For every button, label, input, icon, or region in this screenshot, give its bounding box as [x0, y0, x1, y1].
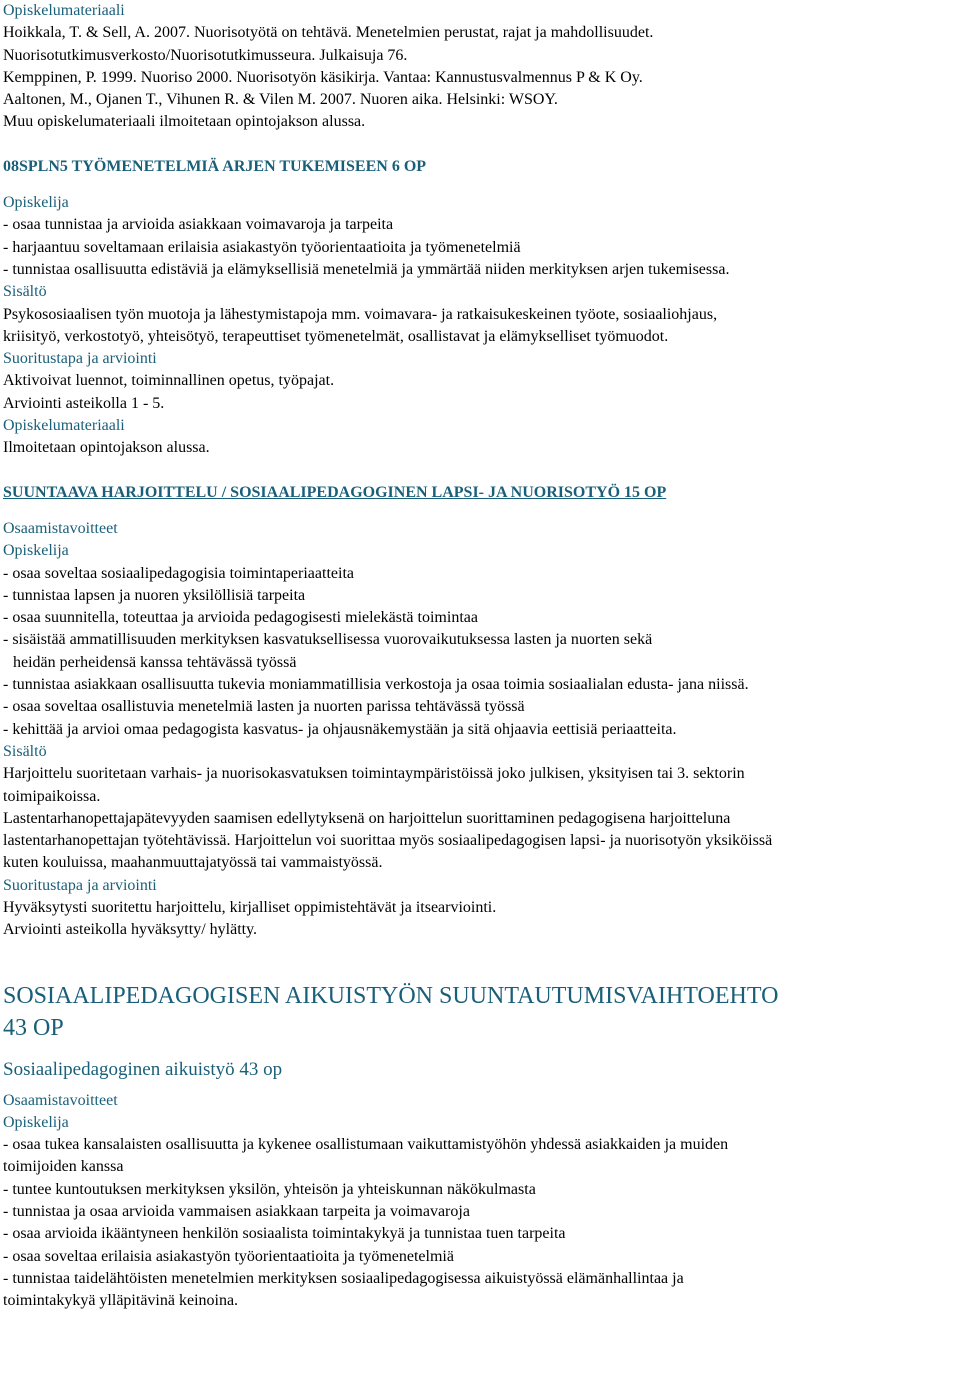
course-title: SUUNTAAVA HARJOITTELU / SOSIAALIPEDAGOGINEN LAPSI- JA NUORISOTYÖ 15 OP: [3, 483, 667, 501]
reference-line: Hoikkala, T. & Sell, A. 2007. Nuorisotyötä on tehtävä. Menetelmien perustat, rajat ja mahdollisuudet.: [3, 24, 654, 42]
learning-goal: - osaa soveltaa osallistuvia menetelmiä lasten ja nuorten parissa tehtävässä työssä: [3, 698, 525, 716]
module-title: Sosiaalipedagoginen aikuistyö 43 op: [3, 1058, 283, 1080]
reference-line: Aaltonen, M., Ojanen T., Vihunen R. & Vilen M. 2007. Nuoren aika. Helsinki: WSOY.: [3, 91, 558, 109]
references-heading: Opiskelumateriaali: [3, 2, 125, 19]
learning-goal: - tunnistaa osallisuutta edistäviä ja elämyksellisiä menetelmiä ja ymmärtää niiden merkityksen arjen tukemisessa.: [3, 260, 730, 278]
learning-goal: - harjaantuu soveltamaan erilaisia asiakastyön työorientaatioita ja työmenetelmiä: [3, 238, 521, 256]
learning-goal: - tunnistaa asiakkaan osallisuutta tukevia moniammatillisia verkostoja ja osaa toimia sosiaalialan edusta- jana niissä.: [3, 676, 749, 694]
method-text: Hyväksytysti suoritettu harjoittelu, kirjalliset oppimistehtävät ja itsearviointi.: [3, 898, 497, 916]
learning-goal: - tuntee kuntoutuksen merkityksen yksilön, yhteisön ja yhteiskunnan näkökulmasta: [3, 1180, 536, 1198]
learning-goal: - osaa tukea kansalaisten osallisuutta ja kykenee osallistumaan vaikuttamistyöhön yhdessä asiakkaiden ja muiden: [3, 1136, 729, 1154]
section-title: [3, 980, 957, 1044]
content-heading: Sisältö: [3, 742, 47, 760]
learner-heading: Opiskelija: [3, 542, 69, 560]
content-text: Psykososiaalisen työn muotoja ja lähestymistapoja mm. voimavara- ja ratkaisukeskeinen työote, sosiaaliohjaus,: [3, 305, 718, 323]
learning-goal-continuation: toimintakykyä ylläpitävinä keinoina.: [3, 1292, 239, 1310]
learning-goal: - tunnistaa lapsen ja nuoren yksilöllisiä tarpeita: [3, 586, 306, 604]
learning-goal: - osaa suunnitella, toteuttaa ja arvioida pedagogisesti mielekästä toimintaa: [3, 609, 478, 627]
learning-goal: - osaa soveltaa erilaisia asiakastyön työorientaatioita ja työmenetelmiä: [3, 1247, 454, 1265]
learning-goal: - sisäistää ammatillisuuden merkityksen kasvatuksellisessa vuorovaikutuksessa lasten ja nuorten sekä: [3, 631, 653, 649]
method-text: Aktivoivat luennot, toiminnallinen opetus, työpajat.: [3, 372, 335, 390]
content-heading: Sisältö: [3, 283, 47, 301]
learning-goal-continuation: heidän perheidensä kanssa tehtävässä työssä: [13, 653, 297, 671]
content-text: Harjoittelu suoritetaan varhais- ja nuorisokasvatuksen toimintaympäristöissä joko julkisen, yksityisen tai 3. sektorin: [3, 765, 745, 783]
content-text: kriisityö, verkostotyö, yhteisötyö, terapeuttiset työmenetelmät, osallistavat ja elämykselliset työmuodot.: [3, 327, 669, 345]
grading-text: Arviointi asteikolla hyväksytty/ hylätty.: [3, 921, 258, 939]
reference-line: Nuorisotutkimusverkosto/Nuorisotutkimusseura. Julkaisuja 76.: [3, 46, 408, 64]
learning-goal: - tunnistaa ja osaa arvioida vammaisen asiakkaan tarpeita ja voimavaroja: [3, 1203, 470, 1221]
goals-heading: Osaamistavoitteet: [3, 1091, 118, 1109]
section-title-line: SOSIAALIPEDAGOGISEN AIKUISTYÖN SUUNTAUTUMISVAIHTOEHTO: [3, 982, 779, 1009]
learning-goal: - osaa tunnistaa ja arvioida asiakkaan voimavaroja ja tarpeita: [3, 216, 394, 234]
course-tyomenetelmia: [3, 156, 957, 460]
references-block: [3, 0, 957, 134]
learning-goal: - osaa arvioida ikääntyneen henkilön sosiaalista toimintakykyä ja tunnistaa tuen tarpeita: [3, 1225, 566, 1243]
content-text: Lastentarhanopettajapätevyyden saamisen edellytyksenä on harjoittelun suorittaminen pedagogisena harjoitteluna: [3, 809, 731, 827]
reference-line: Kemppinen, P. 1999. Nuoriso 2000. Nuorisotyön käsikirja. Vantaa: Kannustusvalmennus P & K Oy.: [3, 68, 643, 86]
section-aikuistyo: [3, 980, 957, 1313]
method-heading: Suoritustapa ja arviointi: [3, 350, 157, 368]
material-heading: Opiskelumateriaali: [3, 417, 125, 435]
course-suuntaava-harjoittelu: [3, 482, 957, 942]
learner-heading: Opiskelija: [3, 1113, 69, 1131]
grading-text: Arviointi asteikolla 1 - 5.: [3, 394, 165, 412]
reference-note: Muu opiskelumateriaali ilmoitetaan opintojakson alussa.: [3, 113, 366, 131]
content-text: toimipaikoissa.: [3, 787, 101, 805]
method-heading: Suoritustapa ja arviointi: [3, 876, 157, 894]
section-title-line: 43 OP: [3, 1014, 64, 1041]
learning-goal-continuation: toimijoiden kanssa: [3, 1158, 124, 1176]
content-text: kuten kouluissa, maahanmuuttajatyössä tai vammaistyössä.: [3, 854, 383, 872]
material-text: Ilmoitetaan opintojakson alussa.: [3, 439, 210, 457]
learning-goal: - tunnistaa taidelähtöisten menetelmien merkityksen sosiaalipedagogisessa aikuistyössä elämänhallintaa ja: [3, 1269, 684, 1287]
course-title: 08SPLN5 TYÖMENETELMIÄ ARJEN TUKEMISEEN 6 OP: [3, 157, 427, 175]
content-text: lastentarhanopettajan työtehtävissä. Harjoittelun voi suorittaa myös sosiaalipedagogisen lapsi- ja nuorisotyön yksiköissä: [3, 832, 773, 850]
goals-heading: Osaamistavoitteet: [3, 519, 118, 537]
learner-heading: Opiskelija: [3, 194, 69, 212]
learning-goal: - osaa soveltaa sosiaalipedagogisia toimintaperiaatteita: [3, 564, 354, 582]
learning-goal: - kehittää ja arvioi omaa pedagogista kasvatus- ja ohjausnäkemystään ja sitä ohjaavia eettisiä periaatteita.: [3, 720, 677, 738]
